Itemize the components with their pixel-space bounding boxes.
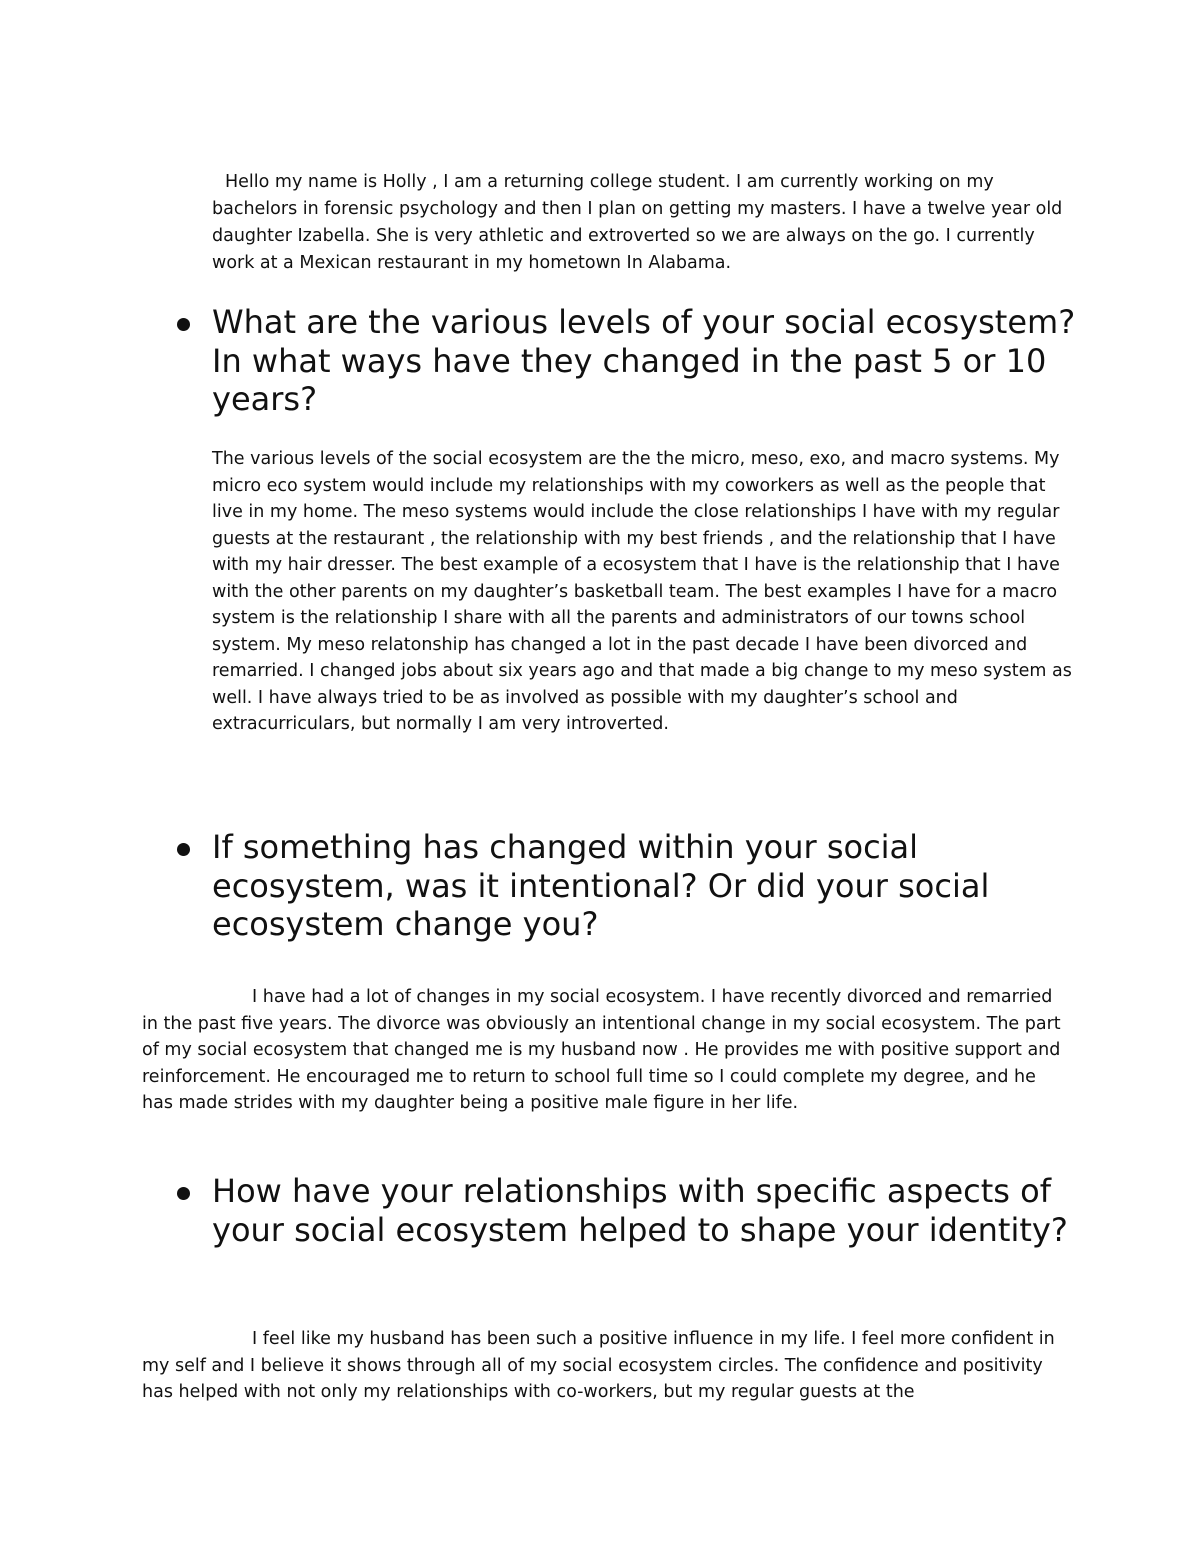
bullet-3 bbox=[177, 1187, 190, 1200]
intro-paragraph: Hello my name is Holly , I am a returning college student. I am currently working on my bachelors in forensic psychology and then I plan on getting my masters. I have a twelve year old daughter Izabella. She is very athletic and extroverted so we are always on the go. I currently work at a Mexican restaurant in my hometown In Alabama. bbox=[212, 172, 1063, 273]
bullet-1 bbox=[177, 318, 190, 331]
answer-1: The various levels of the social ecosystem are the the micro, meso, exo, and macro systems. My micro eco system would include my relationships with my coworkers as well as the people that live in my home. The meso systems would include the close relationships I have with my regular guests at the restaurant , the relationship with my best friends , and the relationship that I have with my hair dresser. The best example of a ecosystem that I have is the relationship that I have with the other parents on my daughter’s basketball team. The best examples I have for a macro system is the relationship I share with all the parents and administrators of our towns school system. My meso relatonship has changed a lot in the past decade I have been divorced and remarried. I changed jobs about six years ago and that made a big change to my meso system as well. I have always tried to be as involved as possible with my daughter’s school and extracurriculars, but normally I am very introverted. bbox=[212, 449, 1072, 734]
question-2: If something has changed within your social ecosystem, was it intentional? Or did your social ecosystem change you? bbox=[212, 828, 990, 943]
question-3: How have your relationships with specific aspects of your social ecosystem helped to shape your identity? bbox=[212, 1172, 1068, 1249]
answer-3: I feel like my husband has been such a positive influence in my life. I feel more confident in my self and I believe it shows through all of my social ecosystem circles. The confidence and positivity has helped with not only my relationships with co-workers, but my regular guests at the bbox=[142, 1329, 1055, 1402]
answer-2: I have had a lot of changes in my social ecosystem. I have recently divorced and remarried in the past five years. The divorce was obviously an intentional change in my social ecosystem. The part of my social ecosystem that changed me is my husband now . He provides me with positive support and reinforcement. He encouraged me to return to school full time so I could complete my degree, and he has made strides with my daughter being a positive male figure in her life. bbox=[142, 987, 1061, 1113]
question-1: What are the various levels of your social ecosystem? In what ways have they changed in the past 5 or 10 years? bbox=[212, 303, 1076, 418]
bullet-2 bbox=[177, 843, 190, 856]
